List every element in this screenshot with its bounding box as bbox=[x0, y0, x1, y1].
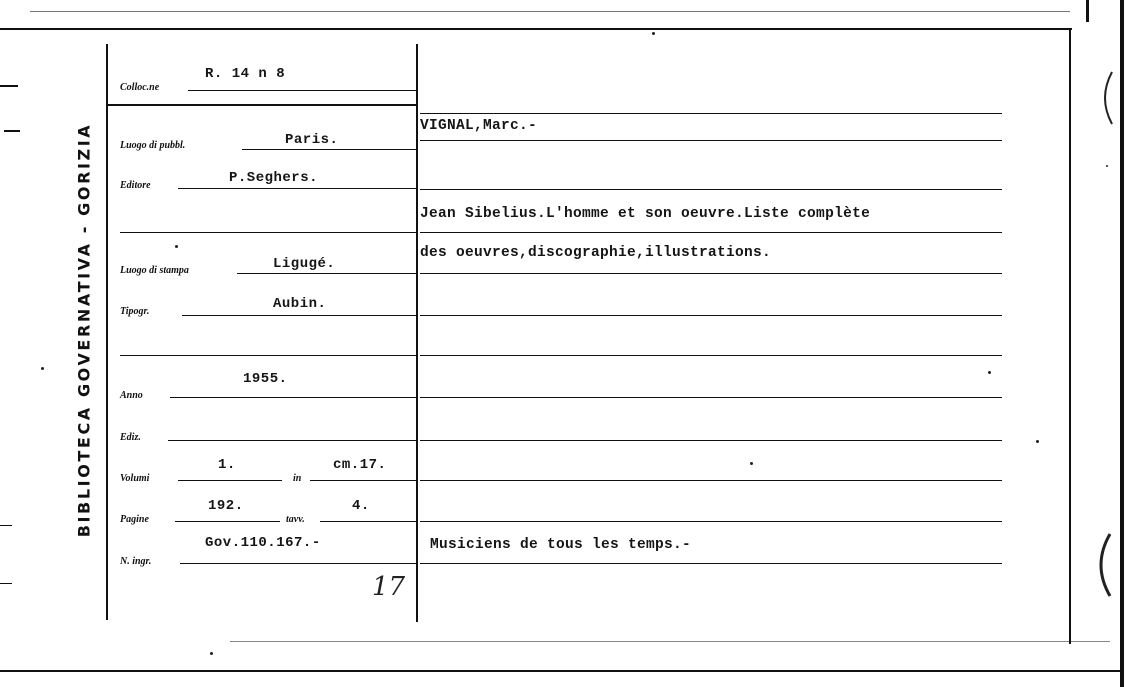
volumi-value: 1. bbox=[218, 457, 236, 473]
right-line-12 bbox=[420, 563, 1002, 564]
speck bbox=[652, 32, 655, 35]
edizione-line bbox=[168, 440, 416, 441]
title-line-2: des oeuvres,discographie,illustrations. bbox=[420, 245, 772, 261]
library-title-text: BIBLIOTECA GOVERNATIVA - GORIZIA bbox=[74, 122, 94, 538]
right-line-2 bbox=[420, 140, 1002, 141]
blank-line-1 bbox=[120, 232, 416, 233]
title-line-1: Jean Sibelius.L'homme et son oeuvre.Liste complète bbox=[420, 206, 871, 222]
top-faint-line bbox=[30, 11, 1070, 12]
right-line-10 bbox=[420, 480, 1002, 481]
speck bbox=[750, 462, 753, 465]
speck bbox=[210, 652, 213, 655]
luogo-pubbl-line bbox=[242, 149, 416, 150]
edizione-label: Ediz. bbox=[120, 432, 141, 443]
handwritten-number: 17 bbox=[372, 572, 406, 602]
anno-line bbox=[170, 397, 416, 398]
author-heading: VIGNAL,Marc.- bbox=[420, 118, 538, 134]
collocazione-value: R. 14 n 8 bbox=[205, 66, 286, 82]
tavole-value: 4. bbox=[352, 498, 370, 514]
pagine-label: Pagine bbox=[120, 514, 149, 525]
formato-label: in bbox=[293, 473, 302, 484]
left-tick-4 bbox=[0, 583, 12, 584]
right-line-7 bbox=[420, 355, 1002, 356]
punch-hole-mark-top bbox=[1094, 68, 1116, 128]
right-line-3 bbox=[420, 189, 1002, 190]
right-line-9 bbox=[420, 440, 1002, 441]
collocazione-line bbox=[188, 90, 416, 91]
formato-value: cm.17. bbox=[333, 457, 387, 473]
tavole-label: tavv. bbox=[286, 514, 305, 525]
right-line-6 bbox=[420, 315, 1002, 316]
tipografia-value: Aubin. bbox=[273, 296, 327, 312]
n-ingr-line bbox=[180, 563, 416, 564]
volumi-label: Volumi bbox=[120, 473, 150, 484]
pagine-line bbox=[175, 521, 280, 522]
left-tick-3 bbox=[0, 525, 12, 526]
right-edge-notch bbox=[1086, 0, 1089, 22]
right-line-1 bbox=[420, 113, 1002, 114]
right-line-5 bbox=[420, 273, 1002, 274]
luogo-pubbl-value: Paris. bbox=[285, 132, 339, 148]
tavole-line bbox=[320, 521, 416, 522]
bottom-frame-line bbox=[0, 670, 1120, 672]
speck bbox=[1106, 165, 1108, 167]
pagine-value: 192. bbox=[208, 498, 244, 514]
right-edge-line bbox=[1120, 0, 1124, 687]
speck bbox=[175, 245, 178, 248]
right-line-11 bbox=[420, 521, 1002, 522]
collocazione-label: Colloc.ne bbox=[120, 82, 160, 93]
collocazione-box-bottom bbox=[108, 104, 418, 106]
speck bbox=[988, 371, 991, 374]
right-frame-line bbox=[1069, 28, 1071, 644]
editore-label: Editore bbox=[120, 180, 151, 191]
left-tick-2 bbox=[4, 130, 20, 132]
luogo-stampa-value: Ligugé. bbox=[273, 256, 336, 272]
editore-line bbox=[178, 188, 416, 189]
n-ingr-value: Gov.110.167.- bbox=[205, 535, 321, 551]
volumi-line bbox=[178, 480, 282, 481]
editore-value: P.Seghers. bbox=[229, 170, 319, 186]
right-line-4 bbox=[420, 232, 1002, 233]
tipografia-label: Tipogr. bbox=[120, 306, 150, 317]
punch-hole-mark-bottom bbox=[1090, 530, 1114, 600]
n-ingr-label: N. ingr. bbox=[120, 556, 152, 567]
speck bbox=[41, 367, 44, 370]
right-line-8 bbox=[420, 397, 1002, 398]
bottom-faint-line bbox=[230, 641, 1110, 642]
formato-line bbox=[310, 480, 416, 481]
top-frame-line bbox=[0, 28, 1072, 30]
anno-label: Anno bbox=[120, 390, 143, 401]
luogo-stampa-label: Luogo di stampa bbox=[120, 265, 189, 276]
anno-value: 1955. bbox=[243, 371, 288, 387]
left-column-line bbox=[106, 44, 108, 620]
speck bbox=[1036, 440, 1039, 443]
left-tick-1 bbox=[0, 85, 18, 87]
tipografia-line bbox=[182, 315, 416, 316]
luogo-stampa-line bbox=[237, 273, 416, 274]
blank-line-2 bbox=[120, 355, 416, 356]
luogo-pubbl-label: Luogo di pubbl. bbox=[120, 140, 186, 151]
series-note: Musiciens de tous les temps.- bbox=[430, 537, 692, 553]
divider-column-line bbox=[416, 44, 418, 622]
